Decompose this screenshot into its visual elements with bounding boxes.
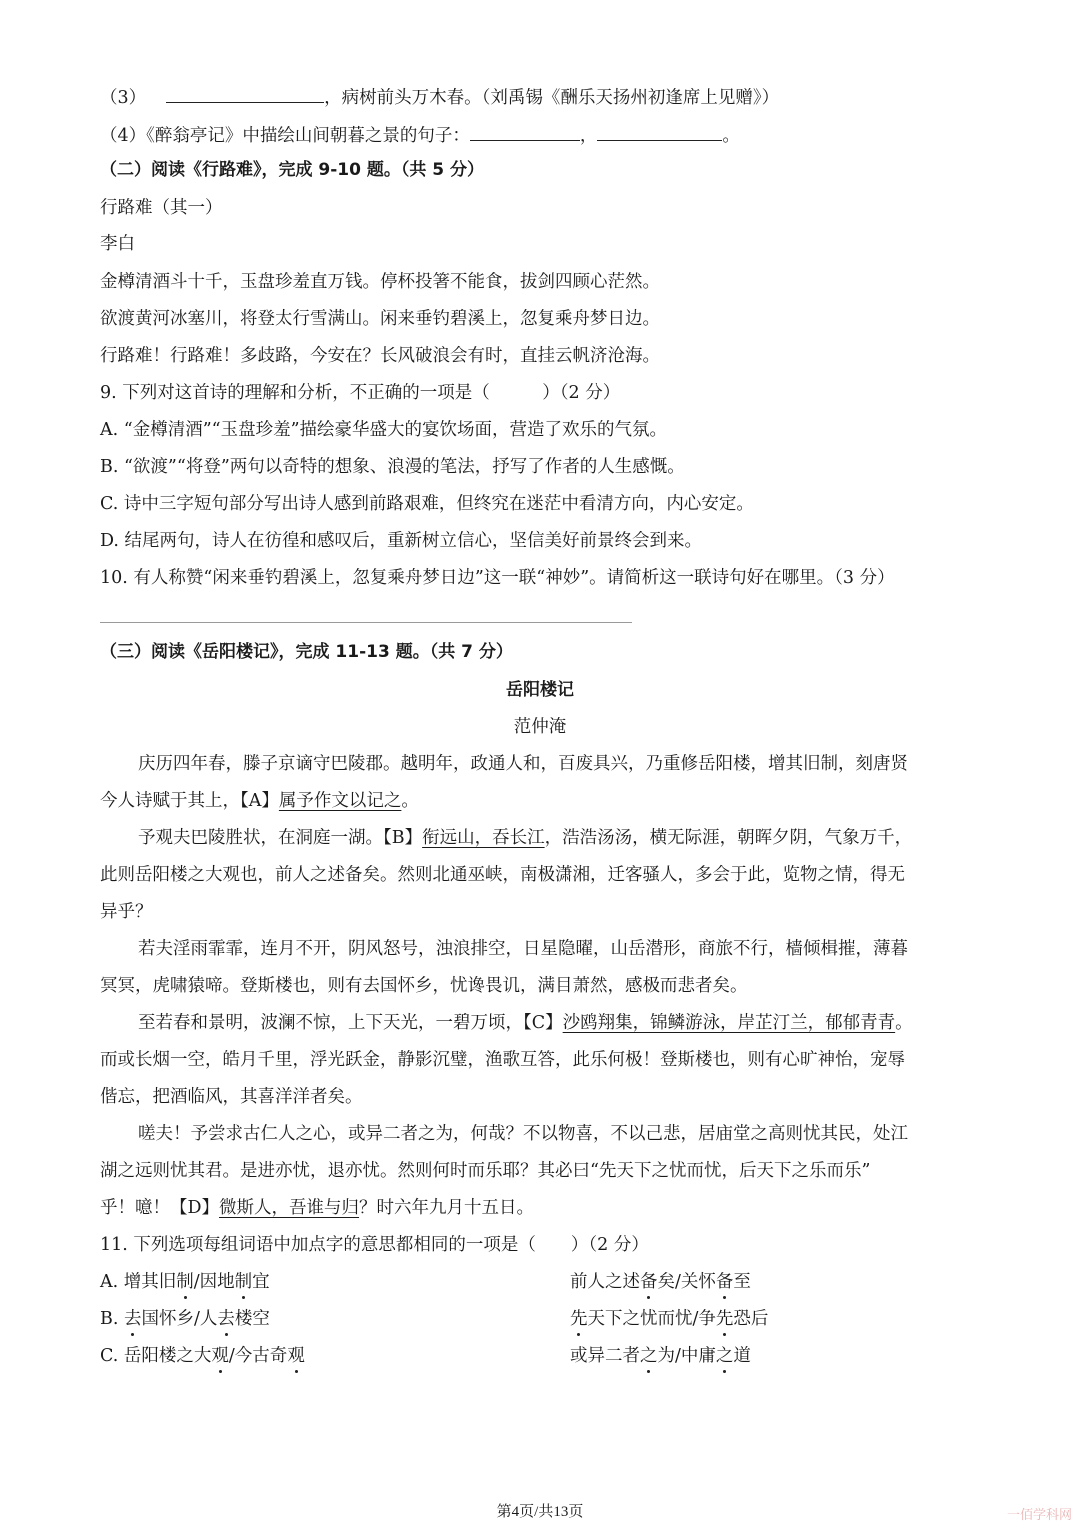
- text: 。: [401, 791, 419, 811]
- paragraph-4-line: 而或长烟一空，皓月千里，浮光跃金，静影沉璧，渔歌互答，此乐何极！登斯楼也，则有心旷神怡，宠辱: [100, 1050, 905, 1070]
- option-c: C. 诗中三字短句部分写出诗人感到前路艰难，但终究在迷茫中看清方向，内心安定。: [100, 494, 754, 514]
- paragraph-4-line: 偕忘，把酒临风，其喜洋洋者矣。: [100, 1087, 363, 1107]
- watermark: 一佰学科网: [1006, 1508, 1072, 1523]
- underlined-sentence-c: 沙鸥翔集，锦鳞游泳，岸芷汀兰，郁郁青青: [562, 1013, 896, 1033]
- text: 宜: [252, 1272, 270, 1292]
- question-9: 9. 下列对这首诗的理解和分析，不正确的一项是（ ）（2 分）: [100, 383, 621, 403]
- text: /因地: [193, 1272, 235, 1292]
- text: ？时六年九月十五日。: [359, 1198, 535, 1218]
- poem-line: 行路难！行路难！多歧路，今安在？长风破浪会有时，直挂云帆济沧海。: [100, 346, 660, 366]
- period: 。: [722, 126, 740, 146]
- paragraph-2-line: 此则岳阳楼之大观也，前人之述备矣。然则北通巫峡，南极潇湘，迁客骚人，多会于此，览物之情，得无: [100, 865, 905, 885]
- text: 恐后: [733, 1309, 769, 1329]
- question-text: ，病树前头万木春。（刘禹锡《酬乐天扬州初逢席上见赠》）: [324, 88, 780, 108]
- dotted-char: 去: [124, 1309, 142, 1329]
- paragraph-3-line: 若夫淫雨霏霏，连月不开，阴风怒号，浊浪排空，日星隐曜，山岳潜形，商旅不行，樯倾楫摧，薄暮: [138, 939, 908, 959]
- poem-line: 金樽清酒斗十千，玉盘珍羞直万钱。停杯投箸不能食，拔剑四顾心茫然。: [100, 272, 660, 292]
- text: 至: [733, 1272, 751, 1292]
- essay-author: 范仲淹: [513, 717, 567, 737]
- answer-blank[interactable]: [597, 122, 722, 141]
- dotted-char: 制: [234, 1272, 253, 1292]
- text: 予观夫巴陵胜状，在洞庭一湖。【B】: [138, 828, 423, 848]
- text: 今人诗赋于其上，【A】: [100, 791, 279, 811]
- text: /今古奇: [228, 1346, 288, 1366]
- q11-option-c-right: [570, 1344, 751, 1368]
- text: 前人之述: [570, 1272, 640, 1292]
- dotted-char: 备: [715, 1272, 734, 1292]
- dotted-char: 先: [570, 1309, 588, 1329]
- paragraph-5-line: [100, 1196, 980, 1220]
- option-a: A. “金樽清酒”“玉盘珍羞”描绘豪华盛大的宴饮场面，营造了欢乐的气氛。: [100, 420, 668, 440]
- q11-option-c: [100, 1344, 980, 1368]
- text: 国怀乡/人: [141, 1309, 218, 1329]
- dotted-char: 先: [715, 1309, 734, 1329]
- section-2-title: （二）阅读《行路难》，完成 9-10 题。（共 5 分）: [100, 160, 485, 180]
- dotted-char: 去: [217, 1309, 235, 1329]
- paragraph-3-line: 冥冥，虎啸猿啼。登斯楼也，则有去国怀乡，忧谗畏讥，满目萧然，感极而悲者矣。: [100, 976, 748, 996]
- text: 天下之忧而忧/争: [587, 1309, 716, 1329]
- underlined-sentence-b: 衔远山，吞长江: [422, 828, 545, 848]
- question-8-4: [100, 122, 980, 148]
- dotted-char: 之: [640, 1346, 658, 1366]
- text: 矣/关怀: [657, 1272, 716, 1292]
- q11-option-b-right: [570, 1307, 768, 1331]
- text: 。: [895, 1013, 913, 1033]
- text: 楼空: [234, 1309, 270, 1329]
- dotted-char: 之: [715, 1346, 734, 1366]
- poem-author: 李白: [100, 234, 135, 254]
- dotted-char: 观: [287, 1346, 305, 1366]
- dotted-char: 观: [211, 1346, 229, 1366]
- text: 为/中庸: [657, 1346, 716, 1366]
- paragraph-1-line: 庆历四年春，滕子京谪守巴陵郡。越明年，政通人和，百废具兴，乃重修岳阳楼，增其旧制，刻唐贤: [138, 754, 908, 774]
- paragraph-5-line: 嗟夫！予尝求古仁人之心，或异二者之为，何哉？不以物喜，不以己悲，居庙堂之高则忧其民，处江: [138, 1124, 908, 1144]
- paragraph-4-line: [138, 1011, 1018, 1035]
- question-8-3: [100, 84, 980, 110]
- text: C. 岳阳楼之大: [100, 1346, 212, 1366]
- paragraph-5-line: 湖之远则忧其君。是进亦忧，退亦忧。然则何时而乐耶？其必曰“先天下之忧而忧，后天下之乐而乐”: [100, 1161, 871, 1181]
- text: 乎！噫！【D】: [100, 1198, 220, 1218]
- answer-blank[interactable]: [166, 84, 324, 103]
- text: 或异二者: [570, 1346, 640, 1366]
- underlined-sentence-d: 微斯人，吾谁与归: [219, 1198, 360, 1218]
- dotted-char: 制: [176, 1272, 194, 1292]
- poem-line: 欲渡黄河冰塞川，将登太行雪满山。闲来垂钓碧溪上，忽复乘舟梦日边。: [100, 309, 660, 329]
- option-b: B. “欲渡”“将登”两句以奇特的想象、浪漫的笔法，抒写了作者的人生感慨。: [100, 457, 685, 477]
- q11-option-a: [100, 1270, 980, 1294]
- answer-blank[interactable]: [470, 122, 580, 141]
- comma: ，: [579, 126, 598, 146]
- paragraph-2-line: [138, 826, 1018, 850]
- dotted-char: 备: [640, 1272, 658, 1292]
- answer-line[interactable]: [100, 622, 632, 623]
- text: A. 增其旧: [100, 1272, 177, 1292]
- question-10: 10. 有人称赞“闲来垂钓碧溪上，忽复乘舟梦日边”这一联“神妙”。请简析这一联诗句好在哪里。（3 分）: [100, 568, 895, 588]
- question-number: （3）: [100, 88, 147, 108]
- essay-title: 岳阳楼记: [506, 680, 574, 700]
- paragraph-2-line: 异乎？: [100, 902, 153, 922]
- option-d: D. 结尾两句，诗人在彷徨和感叹后，重新树立信心，坚信美好前景终会到来。: [100, 531, 703, 551]
- underlined-sentence-a: 属予作文以记之: [278, 791, 402, 811]
- text: 至若春和景明，波澜不惊，上下天光，一碧万顷，【C】: [138, 1013, 563, 1033]
- paragraph-1-line: [100, 789, 980, 813]
- question-11: 11. 下列选项每组词语中加点字的意思都相同的一项是（ ）（2 分）: [100, 1235, 649, 1255]
- page-footer: 第4页/共13页: [496, 1504, 584, 1520]
- text: B.: [100, 1309, 124, 1329]
- section-3-title: （三）阅读《岳阳楼记》，完成 11-13 题。（共 7 分）: [100, 642, 513, 662]
- q11-option-b: [100, 1307, 980, 1331]
- poem-title: 行路难（其一）: [100, 198, 223, 218]
- text: 道: [733, 1346, 751, 1366]
- question-text: （4）《醉翁亭记》中描绘山间朝暮之景的句子：: [100, 126, 470, 146]
- q11-option-a-right: [570, 1270, 751, 1294]
- text: ，浩浩汤汤，横无际涯，朝晖夕阴，气象万千，: [544, 828, 913, 848]
